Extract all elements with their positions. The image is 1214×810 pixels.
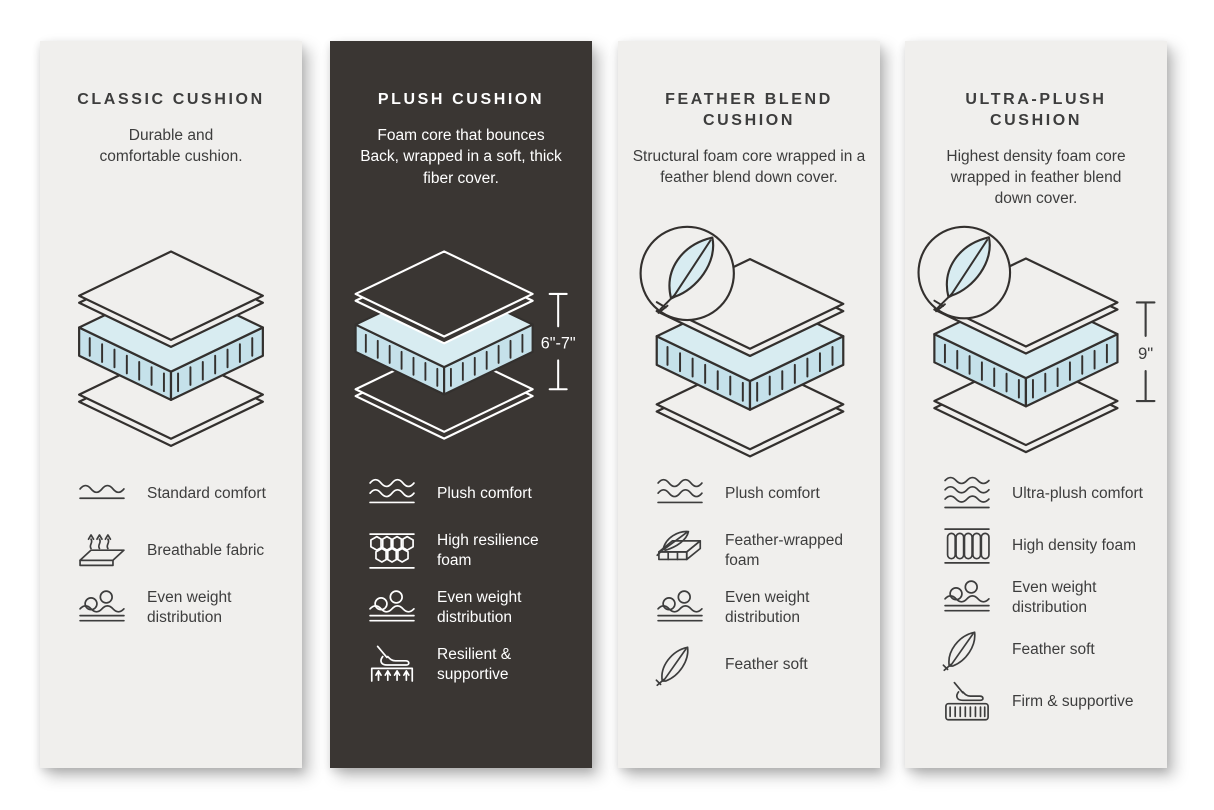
card-title: CLASSIC CUSHION (77, 91, 265, 108)
cushion-diagram (65, 248, 277, 449)
feather-badge-icon (641, 227, 734, 320)
wave-double-icon (365, 472, 419, 516)
card-plush-cushion (330, 41, 592, 768)
feature-row (940, 472, 1153, 516)
card-description: Durable and comfortable cushion. (99, 126, 243, 166)
feature-label: High density foam (1012, 536, 1137, 554)
feature-row (940, 524, 1153, 568)
dimension-label: 6"-7" (540, 334, 576, 353)
wave-double-icon (653, 472, 707, 516)
card-feather-blend-cushion (618, 41, 880, 768)
card-description: Structural foam core wrapped in a feather blend down cover. (632, 147, 866, 186)
breathable-icon (75, 529, 129, 573)
hd-foam-icon (940, 524, 994, 568)
feature-row (75, 472, 288, 516)
feature-label: Resilient & supportive (437, 645, 512, 683)
even-weight-icon (940, 576, 994, 620)
feature-row (653, 586, 866, 630)
feature-label: Feather-wrapped foam (725, 531, 844, 569)
cushion-diagram (342, 248, 582, 442)
feather-badge-icon (919, 227, 1011, 319)
feature-list (75, 472, 288, 643)
card-title: FEATHER BLEND CUSHION (665, 91, 833, 129)
card-ultra-plush-cushion (905, 41, 1167, 768)
feature-label: Feather soft (1012, 640, 1095, 658)
honeycomb-foam-icon (365, 529, 419, 573)
feature-label: Firm & supportive (1012, 692, 1134, 710)
card-title: ULTRA-PLUSH CUSHION (965, 91, 1107, 129)
feature-list (365, 472, 578, 700)
feature-row (653, 472, 866, 516)
feature-row (940, 576, 1153, 620)
feature-row (365, 643, 578, 687)
feature-label: Breathable fabric (147, 541, 265, 559)
firm-icon (940, 680, 994, 724)
feature-row (365, 586, 578, 630)
feature-label: Even weight distribution (147, 588, 232, 626)
feature-label: Ultra-plush comfort (1012, 484, 1143, 502)
even-weight-icon (365, 586, 419, 630)
dimension-label: 9" (1138, 343, 1154, 363)
feather-icon (940, 628, 994, 672)
feature-row (75, 529, 288, 573)
feature-label: Standard comfort (147, 484, 266, 502)
feature-label: Plush comfort (725, 484, 820, 502)
cushion-diagram (637, 225, 863, 464)
resilient-icon (365, 643, 419, 687)
feature-label: Even weight distribution (1012, 578, 1097, 616)
card-classic-cushion (40, 41, 302, 768)
feature-row (940, 680, 1153, 724)
feature-list (940, 472, 1153, 732)
even-weight-icon (75, 586, 129, 630)
cushion-diagram (915, 225, 1165, 459)
card-title: PLUSH CUSHION (377, 91, 545, 108)
feather-icon (653, 643, 707, 687)
feature-row (365, 472, 578, 516)
feature-row (75, 586, 288, 630)
feature-row (653, 643, 866, 687)
height-dimension-marker (1137, 302, 1155, 401)
feature-list (653, 472, 866, 700)
card-description: Foam core that bounces Back, wrapped in a soft, thick fiber cover. (360, 126, 562, 187)
feature-row (940, 628, 1153, 672)
feature-label: Feather soft (725, 655, 808, 673)
even-weight-icon (653, 586, 707, 630)
feature-label: Even weight distribution (437, 588, 522, 626)
wave-triple-icon (940, 472, 994, 516)
feature-label: High resilience foam (437, 531, 539, 569)
feature-row (653, 529, 866, 573)
feature-row (365, 529, 578, 573)
height-dimension-marker (541, 294, 576, 389)
wave-single-icon (75, 472, 129, 516)
feather-foam-icon (653, 529, 707, 573)
card-description: Highest density foam core wrapped in feather blend down cover. (946, 147, 1126, 208)
feature-label: Plush comfort (437, 484, 532, 502)
feature-label: Even weight distribution (725, 588, 810, 626)
